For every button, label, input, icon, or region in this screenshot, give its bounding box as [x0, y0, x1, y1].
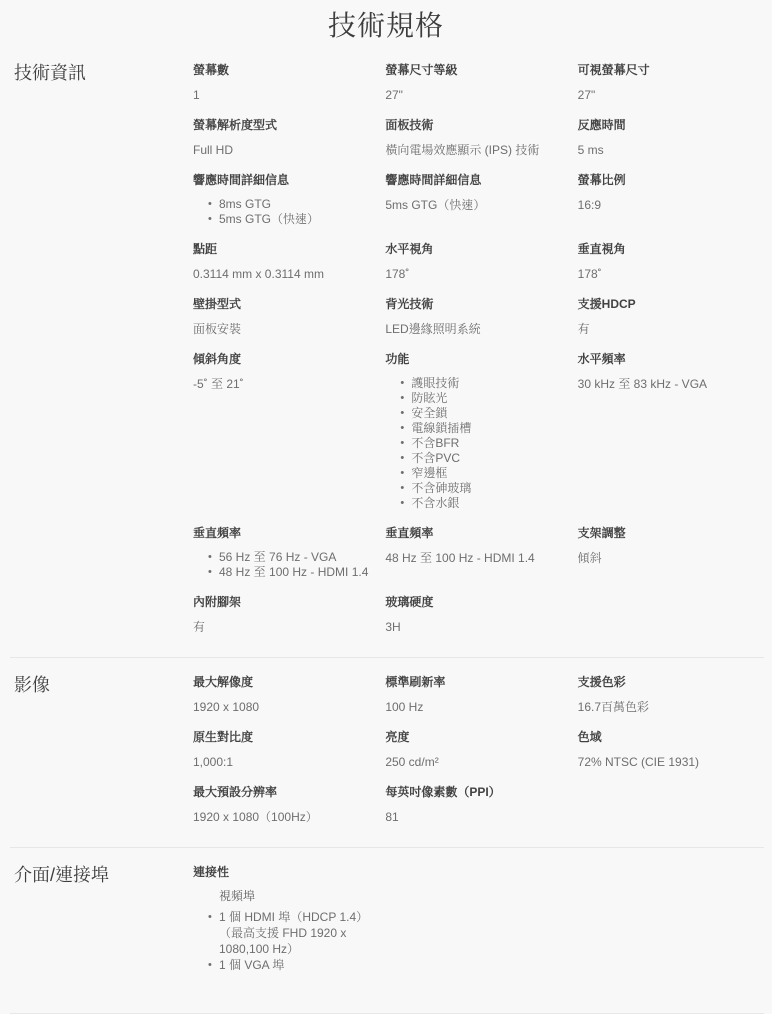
- spec-cell-tilt-angle: [193, 351, 377, 511]
- spec-label: 垂直視角: [577, 242, 626, 256]
- spec-cell-empty: [385, 864, 569, 973]
- spec-value: 1,000:1: [193, 755, 234, 769]
- spec-value: 178˚: [577, 267, 602, 281]
- spec-cell-dot-pitch: [193, 241, 377, 282]
- spec-value: 有: [193, 620, 206, 634]
- spec-label: 反應時間: [577, 118, 626, 132]
- spec-value: 81: [385, 810, 399, 824]
- spec-list-item: • 不含BFR: [411, 436, 569, 451]
- spec-value: 橫向電場效應顯示 (IPS) 技術: [385, 143, 540, 157]
- spec-label: 背光技術: [385, 297, 434, 311]
- section-image: [0, 674, 772, 839]
- spec-label: 螢幕尺寸等級: [385, 63, 458, 77]
- section-title-tech-info: 技術資訊: [14, 63, 86, 83]
- spec-label: 面板技術: [385, 118, 434, 132]
- spec-value: -5˚ 至 21˚: [193, 377, 244, 391]
- spec-cell-panel-tech: [385, 117, 569, 158]
- spec-label: 支援色彩: [577, 675, 626, 689]
- spec-label: 水平視角: [385, 242, 434, 256]
- spec-cell-response-detail-2: [385, 172, 569, 227]
- spec-list: [193, 909, 377, 973]
- spec-cell-resolution-type: [193, 117, 377, 158]
- spec-value: 1: [193, 88, 200, 102]
- spec-value: 面板安裝: [193, 322, 242, 336]
- spec-cell-color-support: [578, 674, 762, 715]
- spec-label: 螢幕比例: [577, 173, 626, 187]
- spec-value: 27": [577, 88, 596, 102]
- section-tech-info: [0, 62, 772, 649]
- spec-cell-max-resolution: [193, 674, 377, 715]
- spec-list-item: • 電線鎖插槽: [411, 421, 569, 436]
- section-title-image: 影像: [14, 675, 50, 695]
- spec-cell-contrast: [193, 729, 377, 770]
- spec-cell-aspect-ratio: [578, 172, 762, 227]
- spec-row: [193, 525, 762, 594]
- spec-row: [193, 594, 762, 649]
- spec-value: 100 Hz: [385, 700, 424, 714]
- spec-cell-wall-mount: [193, 296, 377, 337]
- spec-row: [193, 784, 762, 839]
- spec-label: 垂直頻率: [385, 526, 434, 540]
- spec-rows: [193, 674, 762, 839]
- spec-cell-empty: [578, 864, 762, 973]
- spec-value: 5 ms: [577, 143, 604, 157]
- spec-list-item: • 48 Hz 至 100 Hz - HDMI 1.4: [219, 565, 377, 580]
- spec-value: 250 cd/m²: [385, 755, 439, 769]
- spec-label: 內附腳架: [193, 595, 242, 609]
- spec-value: 傾斜: [577, 551, 602, 565]
- spec-cell-refresh-rate: [385, 674, 569, 715]
- spec-value: 5ms GTG（快速）: [385, 198, 486, 212]
- section-divider: [10, 847, 764, 848]
- spec-label: 功能: [385, 352, 410, 366]
- spec-cell-connectivity: [193, 864, 377, 973]
- spec-cell-empty: [578, 784, 762, 825]
- spec-value: 0.3114 mm x 0.3114 mm: [193, 267, 324, 281]
- spec-row: [193, 62, 762, 117]
- spec-label: 原生對比度: [193, 730, 254, 744]
- spec-cell-v-frequency-1: [193, 525, 377, 580]
- spec-value: 16.7百萬色彩: [577, 700, 650, 714]
- spec-list-item: • 56 Hz 至 76 Hz - VGA: [219, 550, 377, 565]
- spec-value: 178˚: [385, 267, 410, 281]
- spec-row: [193, 172, 762, 241]
- spec-cell-screen-count: [193, 62, 377, 103]
- spec-cell-v-viewing-angle: [578, 241, 762, 282]
- spec-list-item: • 防眩光: [411, 391, 569, 406]
- spec-row: [193, 296, 762, 351]
- spec-value: 48 Hz 至 100 Hz - HDMI 1.4: [385, 551, 535, 565]
- spec-value: 30 kHz 至 83 kHz - VGA: [577, 377, 708, 391]
- spec-value: 16:9: [577, 198, 602, 212]
- spec-label: 垂直頻率: [193, 526, 242, 540]
- spec-cell-response-time: [578, 117, 762, 158]
- spec-label: 標準刷新率: [385, 675, 446, 689]
- spec-row: [193, 117, 762, 172]
- page-title: 技術規格: [327, 10, 444, 41]
- spec-cell-gamut: [578, 729, 762, 770]
- spec-cell-visible-size: [578, 62, 762, 103]
- spec-row: [193, 241, 762, 296]
- spec-cell-empty: [578, 594, 762, 635]
- spec-list-item: • 不含砷玻璃: [411, 481, 569, 496]
- spec-label: 色域: [577, 730, 602, 744]
- spec-list-item: • 不含PVC: [411, 451, 569, 466]
- spec-rows: [193, 62, 762, 649]
- spec-cell-brightness: [385, 729, 569, 770]
- section-title-ports: 介面/連接埠: [14, 865, 110, 885]
- spec-list-item: • 護眼技術: [411, 376, 569, 391]
- spec-cell-backlight: [385, 296, 569, 337]
- spec-label: 螢幕解析度型式: [193, 118, 278, 132]
- spec-cell-h-frequency: [578, 351, 762, 511]
- spec-label: 可視螢幕尺寸: [577, 63, 650, 77]
- section-divider: [10, 657, 764, 658]
- spec-cell-h-viewing-angle: [385, 241, 569, 282]
- spec-list: [385, 376, 569, 511]
- spec-row: [193, 864, 762, 987]
- spec-value: 1920 x 1080: [193, 700, 260, 714]
- spec-cell-screen-size-class: [385, 62, 569, 103]
- spec-cell-included-stand: [193, 594, 377, 635]
- spec-cell-ppi: [385, 784, 569, 825]
- spec-list-item: • 不含水銀: [411, 496, 569, 511]
- spec-cell-max-preset-resolution: [193, 784, 377, 825]
- spec-row: [193, 674, 762, 729]
- spec-value: 有: [577, 322, 590, 336]
- spec-label: 支架調整: [577, 526, 626, 540]
- spec-cell-features: [385, 351, 569, 511]
- spec-row: [193, 729, 762, 784]
- spec-list: [193, 197, 377, 227]
- spec-label: 水平頻率: [577, 352, 626, 366]
- spec-value: 72% NTSC (CIE 1931): [577, 755, 700, 769]
- spec-cell-glass-hardness: [385, 594, 569, 635]
- spec-label: 連接性: [193, 865, 230, 879]
- spec-list-item: • 8ms GTG: [219, 197, 377, 212]
- spec-label: 螢幕數: [193, 63, 230, 77]
- section-ports: [0, 864, 772, 987]
- spec-label: 點距: [193, 242, 218, 256]
- spec-cell-v-frequency-2: [385, 525, 569, 580]
- spec-label: 玻璃硬度: [385, 595, 434, 609]
- spec-cell-stand-adjust: [578, 525, 762, 580]
- spec-label: 亮度: [385, 730, 410, 744]
- spec-value: Full HD: [193, 143, 234, 157]
- spec-list-item: • 1 個 HDMI 埠（HDCP 1.4）（最高支援 FHD 1920 x 1080,100 Hz）: [219, 909, 377, 957]
- spec-value: 27": [385, 88, 403, 102]
- spec-list-item: • 5ms GTG（快速）: [219, 212, 377, 227]
- spec-label: 支援HDCP: [577, 297, 636, 311]
- spec-rows: [193, 864, 762, 987]
- spec-list: [193, 550, 377, 580]
- spec-list-item: • 1 個 VGA 埠: [219, 957, 377, 973]
- spec-value: LED邊緣照明系統: [385, 322, 481, 336]
- spec-list-item: • 安全鎖: [411, 406, 569, 421]
- spec-cell-hdcp: [578, 296, 762, 337]
- spec-sublabel-video-ports: 視頻埠: [219, 889, 256, 903]
- spec-label: 每英吋像素數（PPI）: [385, 785, 501, 799]
- spec-label: 響應時間詳細信息: [193, 173, 290, 187]
- spec-value: 3H: [385, 620, 401, 634]
- spec-label: 傾斜角度: [193, 352, 242, 366]
- spec-label: 最大解像度: [193, 675, 254, 689]
- spec-row: [193, 351, 762, 525]
- spec-list-item: • 窄邊框: [411, 466, 569, 481]
- spec-label: 壁掛型式: [193, 297, 242, 311]
- spec-value: 1920 x 1080（100Hz）: [193, 810, 318, 824]
- spec-label: 響應時間詳細信息: [385, 173, 482, 187]
- spec-label: 最大預設分辨率: [193, 785, 278, 799]
- spec-cell-response-detail-1: [193, 172, 377, 227]
